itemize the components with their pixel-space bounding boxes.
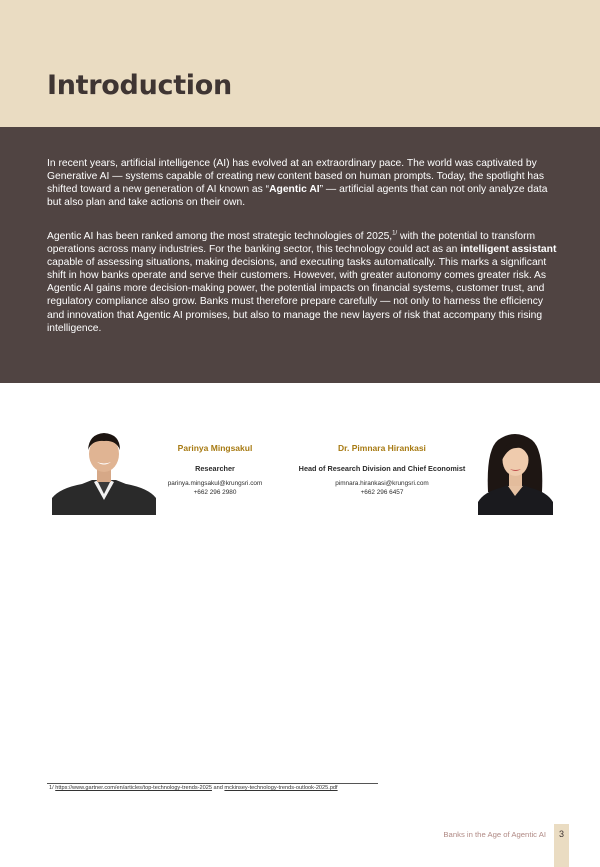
- header-band: [0, 0, 600, 127]
- footnote-connector: and: [213, 785, 223, 791]
- p1-text-before: In recent years, artificial intelligence (AI) has evolved at an extraordinary pace. The world was captivated by Generative AI — systems capable of creating new content based on human prompts. Today, the spotlight has shifted toward a new generation of AI known as “: [47, 158, 545, 196]
- p2-bold-term: intelligent assistant: [460, 244, 557, 256]
- p1-text-after: ” — artificial agents that can not only analyze data but also plan and take actions on their own.: [47, 184, 548, 209]
- p2-text-part1: Agentic AI has been ranked among the most strategic technologies of 2025,: [47, 231, 393, 242]
- footnote: [49, 785, 338, 791]
- author-card-parinya: [155, 443, 275, 498]
- running-title: Banks in the Age of Agentic AI: [443, 830, 546, 839]
- intro-paragraph-2: [47, 230, 557, 335]
- footnote-ref[interactable]: 1/: [392, 230, 398, 237]
- author-phone: +662 296 6457: [360, 489, 404, 496]
- author-role: Head of Research Division and Chief Economist: [298, 464, 466, 473]
- p2-text-part3: capable of assessing situations, making decisions, and executing tasks automatically. This marks a significant shift in how banks operate and serve their customers. However, with greater autonomy comes greater risk. As Agentic AI gains more decision-making power, the potential impacts on financial systems, customer trust, and regulatory compliance also grow. Banks must therefore prepare carefully — not only to harness the efficiency and innovation that Agentic AI promises, but also to manage the new layers of risk that accompany this rising intelligence.: [47, 257, 547, 334]
- author-name: Dr. Pimnara Hirankasi: [338, 443, 426, 453]
- author-photo-pimnara: [478, 430, 553, 515]
- footnote-link-mckinsey[interactable]: mckinsey-technology-trends-outlook-2025.pdf: [224, 785, 338, 791]
- page-number: 3: [558, 829, 564, 839]
- author-name: Parinya Mingsakul: [177, 443, 253, 453]
- author-role: Researcher: [195, 464, 235, 473]
- p1-bold-term: Agentic AI: [269, 184, 320, 196]
- p2-text-part2: with the potential to transform operations across many industries. For the banking sector, this technology could act as an: [47, 231, 536, 256]
- author-email[interactable]: parinya.mingsakul@krungsri.com: [167, 480, 263, 487]
- author-phone: +662 296 2980: [193, 489, 237, 496]
- author-card-pimnara: [292, 443, 472, 498]
- intro-section: [0, 127, 600, 383]
- page-number-tab: [554, 824, 569, 867]
- footnote-rule: [47, 783, 378, 784]
- intro-paragraph-1: [47, 157, 557, 209]
- author-photo-parinya: [52, 430, 156, 515]
- footnote-marker: 1/: [49, 785, 54, 791]
- footnote-link-gartner[interactable]: https://www.gartner.com/en/articles/top-technology-trends-2025: [55, 785, 212, 791]
- author-email[interactable]: pimnara.hirankasi@krungsri.com: [335, 480, 429, 487]
- page-title: Introduction: [47, 70, 232, 101]
